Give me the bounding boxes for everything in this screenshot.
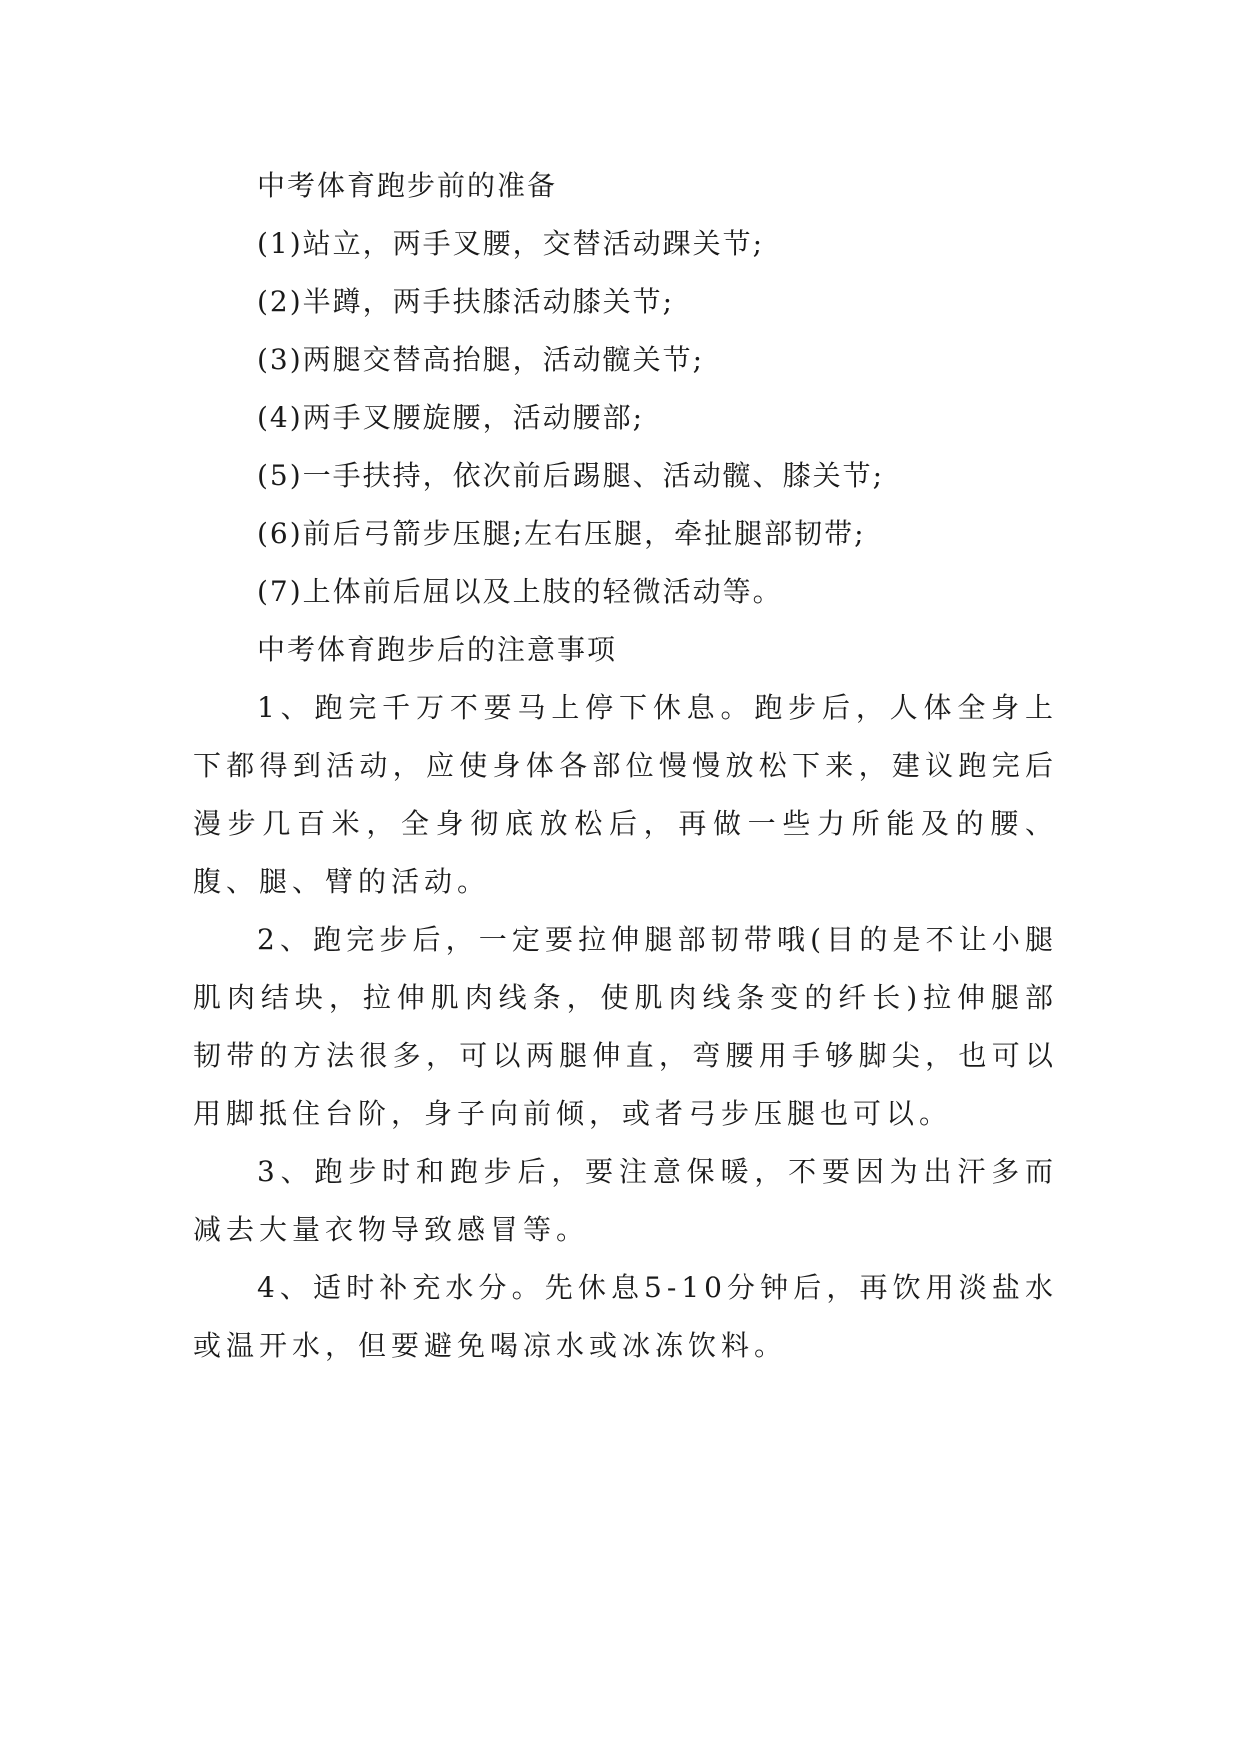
list-item: (2)半蹲，两手扶膝活动膝关节; <box>257 285 675 318</box>
list-item: (5)一手扶持，依次前后踢腿、活动髋、膝关节; <box>257 459 885 492</box>
section-title-before-running: 中考体育跑步前的准备 <box>257 169 558 202</box>
list-item: (1)站立，两手叉腰，交替活动踝关节; <box>257 227 765 260</box>
paragraph: 4、适时补充水分。先休息5-10分钟后，再饮用淡盐水或温开水，但要避免喝凉水或冰冻饮料。 <box>193 1271 1058 1362</box>
list-item: (3)两腿交替高抬腿，活动髋关节; <box>257 343 705 376</box>
paragraph: 1、跑完千万不要马上停下休息。跑步后，人体全身上下都得到活动，应使身体各部位慢慢放松下来，建议跑完后漫步几百米，全身彻底放松后，再做一些力所能及的腰、腹、腿、臂的活动。 <box>193 691 1058 898</box>
list-item: (6)前后弓箭步压腿;左右压腿，牵扯腿部韧带; <box>257 517 866 550</box>
list-item: (7)上体前后屈以及上肢的轻微活动等。 <box>257 575 783 608</box>
list-item: (4)两手叉腰旋腰，活动腰部; <box>257 401 645 434</box>
paragraph: 3、跑步时和跑步后，要注意保暖，不要因为出汗多而减去大量衣物导致感冒等。 <box>193 1155 1058 1246</box>
paragraph: 2、跑完步后，一定要拉伸腿部韧带哦(目的是不让小腿肌肉结块，拉伸肌肉线条，使肌肉线条变的纤长)拉伸腿部韧带的方法很多，可以两腿伸直，弯腰用手够脚尖，也可以用脚抵住台阶，身子向前倾，或者弓步压腿也可以。 <box>193 923 1058 1130</box>
section-title-after-running: 中考体育跑步后的注意事项 <box>257 633 618 666</box>
document-body <box>193 157 1058 1375</box>
